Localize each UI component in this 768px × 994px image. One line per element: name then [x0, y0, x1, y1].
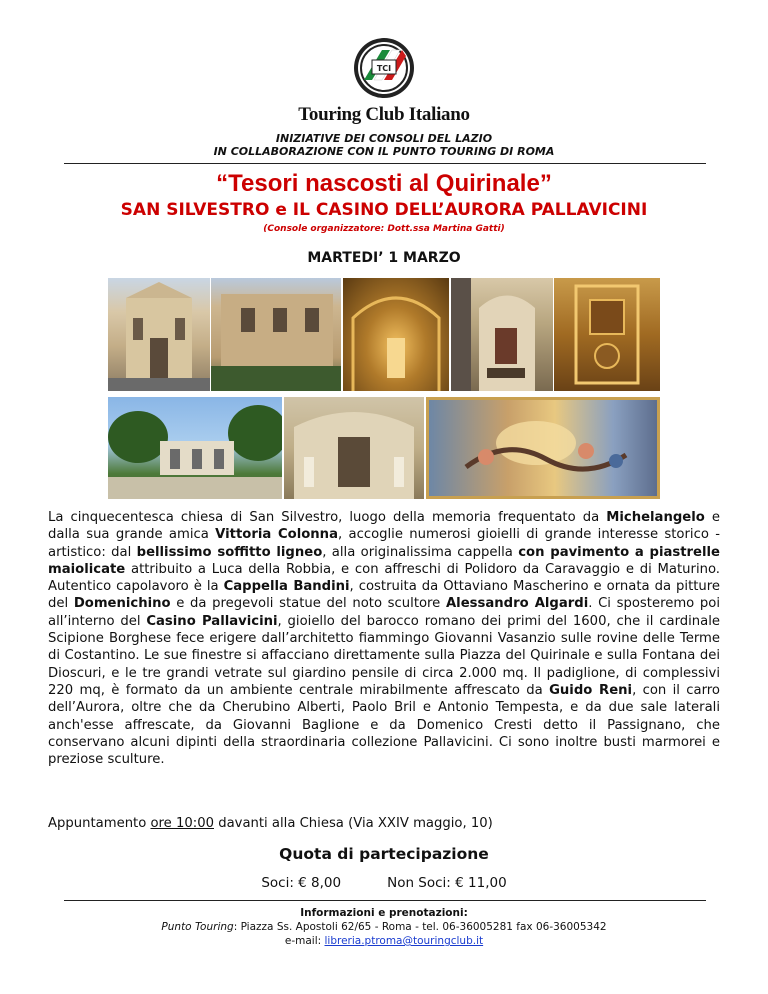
description-highlight: Michelangelo [606, 510, 705, 525]
photo-nave-interior [343, 278, 449, 391]
tci-logo [352, 36, 416, 100]
info-title: Informazioni e prenotazioni: [300, 907, 468, 919]
header-line-1: INIZIATIVE DEI CONSOLI DEL LAZIO [275, 132, 493, 145]
description-text: , costruita da Ottaviano Mascherino e ornata da pitture del [48, 579, 721, 612]
info-place: Punto Touring [161, 921, 234, 933]
quota-title: Quota di partecipazione [279, 845, 489, 863]
appointment-time: ore 10:00 [150, 816, 214, 831]
photo-aurora-fresco [426, 397, 660, 499]
photo-wooden-ceiling [554, 278, 660, 391]
event-organizer: (Console organizzatore: Dott.ssa Martina Gatti) [263, 224, 505, 234]
event-date: MARTEDI’ 1 MARZO [307, 250, 461, 266]
description-text: e da pregevoli statue del noto scultore [170, 596, 446, 612]
description-highlight: Vittoria Colonna [215, 527, 338, 543]
price-members: Soci: € 8,00 [261, 875, 342, 891]
description-text: attribuito a Luca della Robbia, e con affreschi di Polidoro da Caravaggio e di Maturino. Autentico capolavoro è la [48, 561, 720, 595]
description-text: , gioiello del barocco romano dei primi del 1600, che il cardinale Scipione Borghese fece erigere dall’architetto fiammingo Giovanni Vasanzio sulle rovine delle Terme di Costantino. Le sue finestre si affacciano direttamente sulla Piazza del Quirinale e sulla Fontana dei Dioscuri, e le tre grandi vetrate sul giardino pensile di circa 2.000 mq. Il padiglione, di complessivi 220 mq, è formato da un ambiente centrale mirabilmente affrescato da [48, 613, 721, 698]
footer-divider [64, 900, 706, 901]
appointment-prefix: Appuntamento [48, 816, 151, 831]
description-highlight: con pavimento a piastrelle maiolicate [48, 544, 720, 577]
photo-casino-garden [108, 397, 282, 499]
email-label: e-mail: [284, 935, 325, 947]
info-email-line [0, 935, 768, 947]
appointment-place: davanti alla Chiesa (Via XXIV maggio, 10) [214, 816, 493, 831]
photo-casino-hall [284, 397, 424, 499]
appointment-line [48, 816, 493, 831]
info-contacts [0, 921, 768, 933]
description-text: . Ci sposteremo poi all’interno del [48, 596, 721, 629]
photo-church-facade [108, 278, 210, 391]
photo-church-side [211, 278, 341, 391]
header-divider [64, 163, 706, 164]
description-text: e dalla sua grande amica [48, 510, 720, 543]
event-description [48, 509, 720, 768]
price-non-members: Non Soci: € 11,00 [387, 875, 507, 891]
organization-name: Touring Club Italiano [298, 104, 470, 125]
description-highlight: bellissimo soffitto ligneo [136, 544, 323, 560]
event-title: “Tesori nascosti al Quirinale” [216, 170, 552, 197]
info-address: : Piazza Ss. Apostoli 62/65 - Roma - tel. 06-36005281 fax 06-36005342 [233, 921, 607, 933]
event-subtitle: SAN SILVESTRO e IL CASINO DELL’AURORA PALLAVICINI [120, 200, 648, 220]
price-line [0, 875, 768, 891]
description-highlight: Casino Pallavicini [146, 613, 278, 629]
description-highlight: Guido Reni [549, 682, 633, 698]
description-text: , alla originalissima cappella [322, 544, 519, 560]
svg-text:TCI: TCI [376, 64, 392, 73]
description-text: , accoglie numerosi gioielli di grande interesse storico - artistico: dal [48, 527, 720, 560]
description-text: La cinquecentesca chiesa di San Silvestro, luogo della memoria frequentato da [48, 510, 607, 525]
email-link[interactable]: libreria.ptroma@touringclub.it [324, 935, 484, 947]
description-text: , con il carro dell’Aurora, oltre che da Cherubino Alberti, Paolo Bril e Antonio Tempesta, e da due sale laterali anch'esse affrescate, da Giovanni Baglione e da Domenico Cresti detto il Passignano, che conservano alcuni dipinti della straordinaria collezione Pallavicini. Ci sono inoltre busti marmorei e preziose sculture. [48, 682, 720, 768]
photo-chapel-altar [451, 278, 553, 391]
description-highlight: Cappella Bandini [223, 579, 350, 595]
header-line-2: IN COLLABORAZIONE CON IL PUNTO TOURING DI ROMA [213, 145, 555, 158]
description-highlight: Alessandro Algardi [445, 596, 589, 612]
description-highlight: Domenichino [73, 596, 171, 612]
